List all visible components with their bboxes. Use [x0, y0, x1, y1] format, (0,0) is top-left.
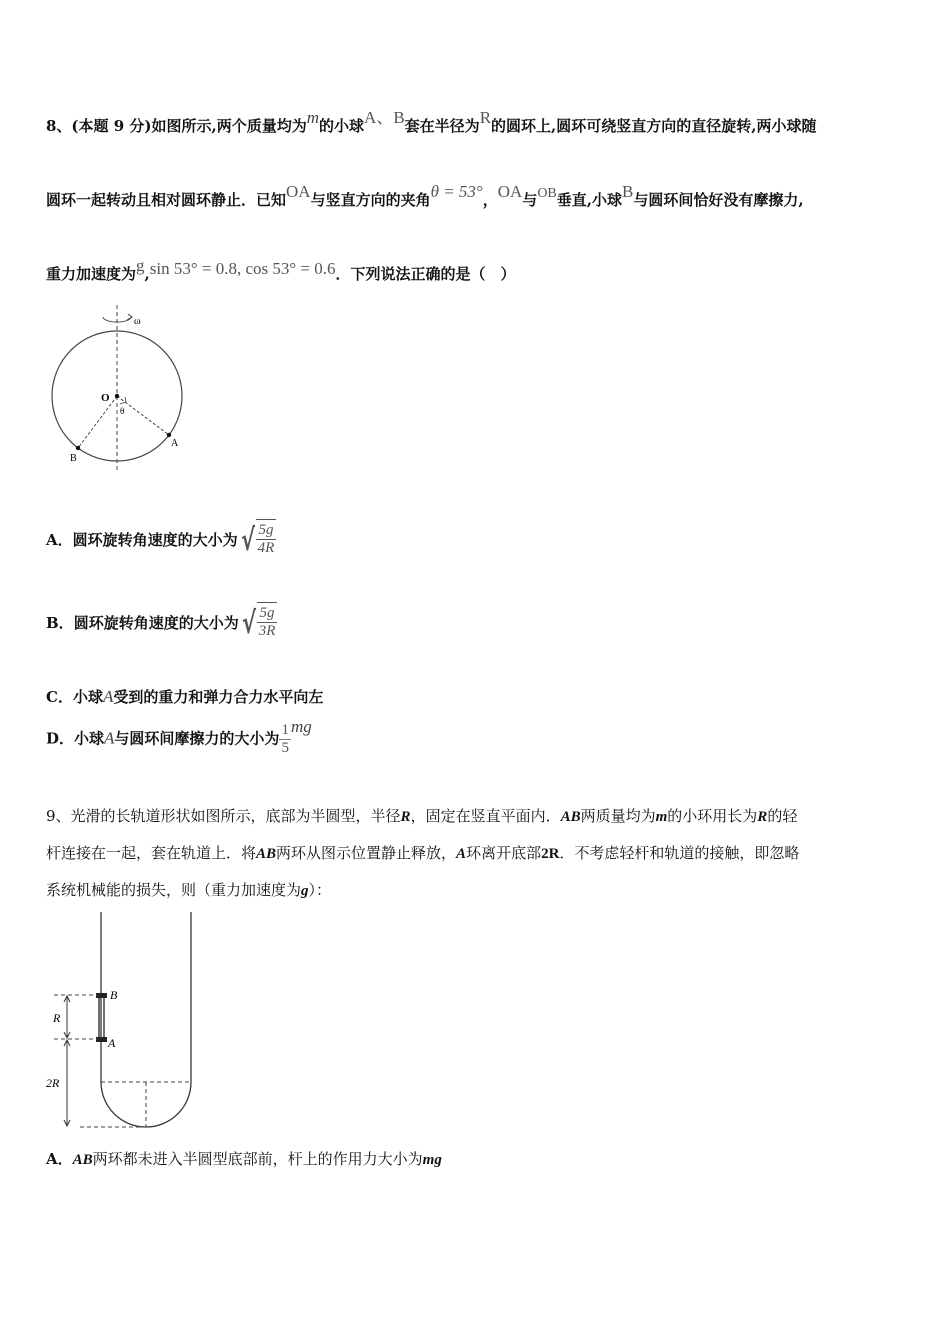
q8-text: 的圆环上,圆环可绕竖直方向的直径旋转,两小球随	[491, 117, 817, 135]
var-AB: AB	[560, 809, 581, 825]
q9-text: 两质量均为	[580, 807, 656, 825]
q8-text: 的小球	[319, 117, 365, 135]
option-A-text: 两环都未进入半圆型底部前，杆上的作用力大小为	[92, 1150, 423, 1168]
q8-text: 与竖直方向的夹角	[310, 191, 431, 209]
var-g: g	[301, 883, 309, 899]
q9-text: 环离开底部	[466, 844, 542, 862]
q8-text: ．下列说法正确的是（ ）	[335, 265, 516, 283]
option-B-label: B．	[46, 614, 74, 632]
q9-text: 的轻	[767, 807, 798, 825]
label-A: A	[171, 438, 179, 449]
var-g: g	[136, 256, 145, 275]
var-OA: OA	[497, 182, 523, 201]
q9-text: 两环从图示位置静止释放，	[276, 844, 457, 862]
q8-text: 与圆环间恰好没有摩擦力,	[633, 191, 804, 209]
var-R: R	[757, 809, 768, 825]
var-ab: A、B	[364, 108, 405, 127]
option-C-label: C．	[46, 688, 73, 706]
option-C[interactable]	[46, 686, 323, 707]
q9-text: 9、光滑的长轨道形状如图所示，底部为半圆型，半径	[46, 807, 401, 825]
label-2R: 2R	[46, 1076, 60, 1090]
option-D-text: 小球	[74, 729, 105, 748]
q8-line-1	[46, 108, 817, 136]
var-AB: AB	[256, 846, 277, 862]
label-R: R	[53, 1011, 61, 1025]
option-D-label: D．	[46, 729, 75, 748]
option-B-text: 圆环旋转角速度的大小为	[73, 614, 239, 632]
q8-line-3	[46, 256, 516, 284]
option-A[interactable]	[46, 519, 276, 563]
q8-text: 套在半径为	[404, 117, 480, 135]
var-2R: 2R	[541, 846, 560, 862]
q9-option-A[interactable]	[46, 1148, 442, 1169]
option-D-text: 与圆环间摩擦力的大小为	[114, 729, 280, 748]
label-A: A	[108, 1036, 116, 1050]
option-C-text: 小球	[72, 688, 103, 706]
var-A: A	[102, 687, 114, 706]
theta-value: θ = 53°	[430, 182, 483, 201]
frac-num: 5g	[257, 605, 278, 623]
option-C-text: 受到的重力和弹力合力水平向左	[113, 688, 324, 706]
option-D[interactable]	[46, 716, 312, 757]
line-OA	[117, 396, 169, 435]
frac-den: 3R	[258, 623, 276, 639]
option-A-label: A．	[46, 1150, 73, 1168]
var-R: R	[400, 809, 411, 825]
point-O	[115, 394, 119, 398]
line-OB	[78, 396, 117, 448]
q8-text: 圆环一起转动且相对圆环静止．已知	[46, 191, 287, 209]
label-B: B	[110, 988, 118, 1002]
q9-figure	[40, 910, 210, 1135]
label-B: B	[70, 453, 77, 464]
var-A: A	[104, 728, 115, 748]
frac-den: 4R	[257, 540, 275, 556]
q8-text: 8、(本题 9 分)如图所示,两个质量均为	[46, 117, 307, 135]
ball-B	[76, 446, 80, 450]
var-mg: mg	[422, 1152, 442, 1168]
q8-text: ,	[144, 265, 150, 283]
frac-num: 1	[281, 722, 289, 738]
q8-text: 与	[522, 191, 538, 209]
var-OB: OB	[537, 186, 557, 201]
q9-text: 系统机械能的损失，则（重力加速度为	[46, 881, 302, 899]
label-O: O	[101, 392, 110, 404]
option-B[interactable]	[46, 602, 277, 646]
q9-text: ．不考虑轻杆和轨道的接触，即忽略	[559, 844, 800, 862]
var-A: A	[456, 846, 467, 862]
q9-line-2	[46, 843, 799, 864]
label-theta: θ	[120, 406, 125, 416]
var-mg: mg	[290, 716, 312, 736]
q8-text: 重力加速度为	[46, 265, 137, 283]
var-R: R	[479, 108, 492, 127]
q9-line-3	[46, 880, 331, 901]
q8-text: ，	[482, 191, 498, 209]
option-A-label: A．	[46, 531, 73, 549]
var-AB: AB	[72, 1152, 93, 1168]
trig-values: sin 53° = 0.8, cos 53° = 0.6	[149, 259, 336, 278]
var-m: m	[655, 809, 668, 825]
option-A-text: 圆环旋转角速度的大小为	[72, 531, 238, 549]
q9-text: ）：	[308, 881, 332, 899]
label-omega: ω	[134, 316, 141, 327]
frac-den: 5	[281, 740, 289, 756]
var-m: m	[306, 108, 320, 127]
q8-line-2	[46, 182, 804, 212]
sqrt-expr: √ $\frac{5g}{4R}$	[238, 519, 277, 563]
ball-A	[167, 433, 171, 437]
sqrt-expr: √ $\frac{5g}{3R}$	[239, 602, 278, 646]
var-OA: OA	[286, 182, 311, 201]
q9-text: ，固定在竖直平面内．	[410, 807, 561, 825]
q8-text: 垂直,小球	[556, 191, 622, 209]
var-B: B	[622, 182, 634, 201]
q9-text: 的小环用长为	[667, 807, 758, 825]
q8-figure	[40, 305, 200, 485]
frac-num: 5g	[256, 522, 277, 540]
q9-text: 杆连接在一起，套在轨道上．将	[46, 844, 257, 862]
q9-line-1	[46, 806, 797, 827]
